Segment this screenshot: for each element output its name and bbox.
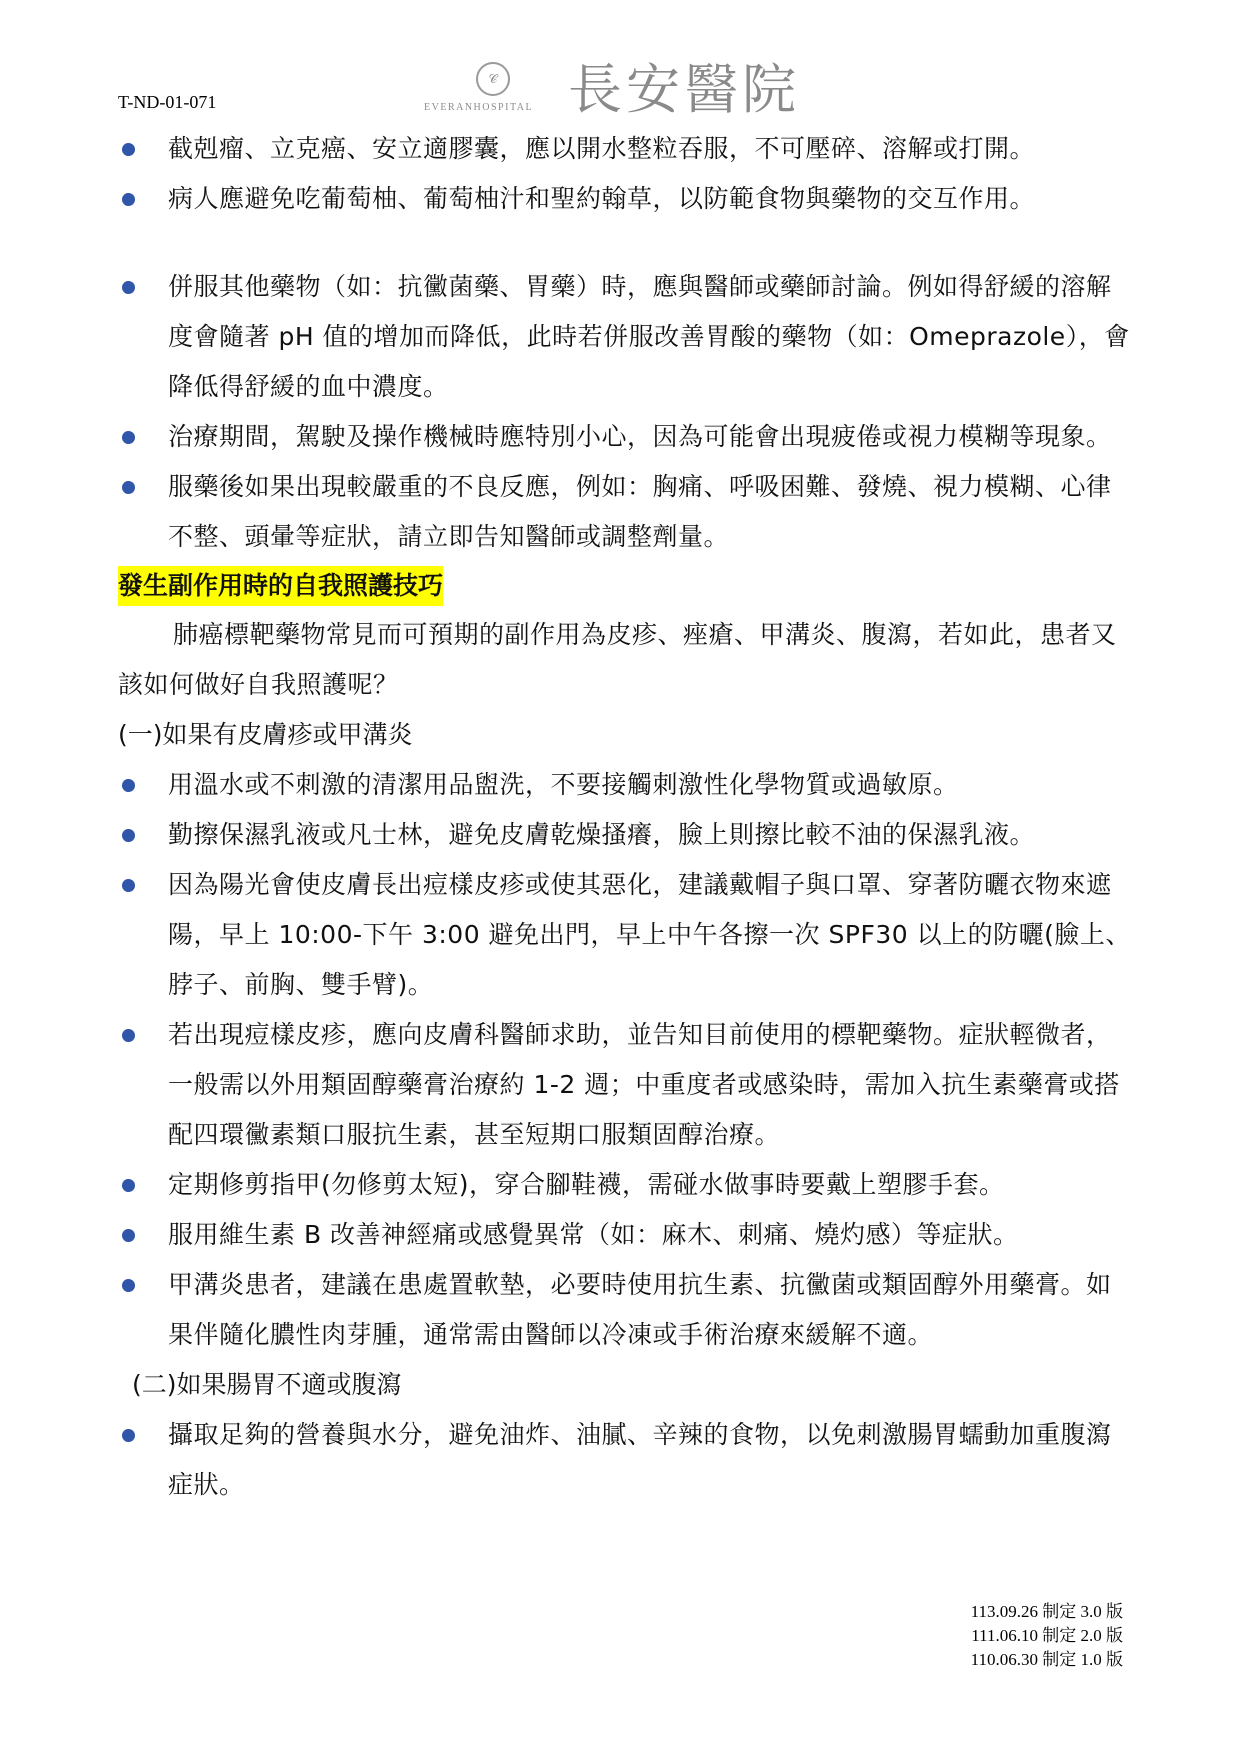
list-item: 因為陽光會使皮膚長出痘樣皮疹或使其惡化，建議戴帽子與口罩、穿著防曬衣物來遮陽，早上 10:00-下午 3:00 避免出門，早上中午各擦一次 SPF30 以上的防曬(臉上、脖子、前胸、雙手臂)。 [118, 860, 1132, 1010]
list-item: 服藥後如果出現較嚴重的不良反應，例如：胸痛、呼吸困難、發燒、視力模糊、心律不整、頭暈等症狀，請立即告知醫師或調整劑量。 [118, 462, 1132, 562]
section-heading: 發生副作用時的自我照護技巧 [118, 566, 443, 606]
list-item: 服用維生素 B 改善神經痛或感覺異常（如：麻木、刺痛、燒灼感）等症狀。 [118, 1210, 1132, 1260]
subsection-title-gi: (二)如果腸胃不適或腹瀉 [132, 1370, 402, 1399]
bullet-dot-icon [122, 281, 135, 294]
version-line: 110.06.30 制定 1.0 版 [970, 1650, 1123, 1669]
list-item: 用溫水或不刺激的清潔用品盥洗，不要接觸刺激性化學物質或過敏原。 [118, 760, 1132, 810]
list-item: 甲溝炎患者，建議在患處置軟墊，必要時使用抗生素、抗黴菌或類固醇外用藥膏。如果伴隨化膿性肉芽腫，通常需由醫師以冷凍或手術治療來緩解不適。 [118, 1260, 1132, 1360]
hospital-emblem-icon: 𝒞 [476, 62, 510, 96]
bullet-dot-icon [122, 1429, 135, 1442]
subsection-title-skin: (一)如果有皮膚疹或甲溝炎 [118, 720, 413, 749]
bullet-dot-icon [122, 829, 135, 842]
document-body [118, 124, 1132, 1510]
bullet-dot-icon [122, 1179, 135, 1192]
list-item: 治療期間，駕駛及操作機械時應特別小心，因為可能會出現疲倦或視力模糊等現象。 [118, 412, 1132, 462]
logo-chinese-name: 長安醫院 [568, 58, 800, 121]
bullet-dot-icon [122, 879, 135, 892]
list-item: 截剋瘤、立克癌、安立適膠囊，應以開水整粒吞服，不可壓碎、溶解或打開。 [118, 124, 1132, 174]
bullet-dot-icon [122, 779, 135, 792]
version-line: 111.06.10 制定 2.0 版 [971, 1626, 1123, 1645]
bullet-dot-icon [122, 481, 135, 494]
bullet-dot-icon [122, 1029, 135, 1042]
list-item: 定期修剪指甲(勿修剪太短)，穿合腳鞋襪，需碰水做事時要戴上塑膠手套。 [118, 1160, 1132, 1210]
bullet-dot-icon [122, 431, 135, 444]
bullet-dot-icon [122, 1229, 135, 1242]
bullet-dot-icon [122, 143, 135, 156]
list-item: 攝取足夠的營養與水分，避免油炸、油膩、辛辣的食物，以免刺激腸胃蠕動加重腹瀉症狀。 [118, 1410, 1132, 1510]
version-history [971, 1600, 1123, 1672]
logo-english-name: EVERANHOSPITAL [424, 102, 534, 113]
list-item: 若出現痘樣皮疹，應向皮膚科醫師求助，並告知目前使用的標靶藥物。症狀輕微者，一般需以外用類固醇藥膏治療約 1-2 週；中重度者或感染時，需加入抗生素藥膏或搭配四環黴素類口服抗生素，甚至短期口服類固醇治療。 [118, 1010, 1132, 1160]
document-code: T-ND-01-071 [118, 92, 217, 112]
list-item: 勤擦保濕乳液或凡士林，避免皮膚乾燥搔癢，臉上則擦比較不油的保濕乳液。 [118, 810, 1132, 860]
bullet-dot-icon [122, 1279, 135, 1292]
list-item: 併服其他藥物（如：抗黴菌藥、胃藥）時，應與醫師或藥師討論。例如得舒緩的溶解度會隨著 pH 值的增加而降低，此時若併服改善胃酸的藥物（如：Omeprazole），會降低得舒緩的血中濃度。 [118, 262, 1132, 412]
bullet-dot-icon [122, 193, 135, 206]
list-item: 病人應避免吃葡萄柚、葡萄柚汁和聖約翰草，以防範食物與藥物的交互作用。 [118, 174, 1132, 224]
version-line: 113.09.26 制定 3.0 版 [970, 1602, 1123, 1621]
intro-paragraph: 肺癌標靶藥物常見而可預期的副作用為皮疹、痤瘡、甲溝炎、腹瀉，若如此，患者又該如何做好自我照護呢？ [118, 620, 1117, 699]
